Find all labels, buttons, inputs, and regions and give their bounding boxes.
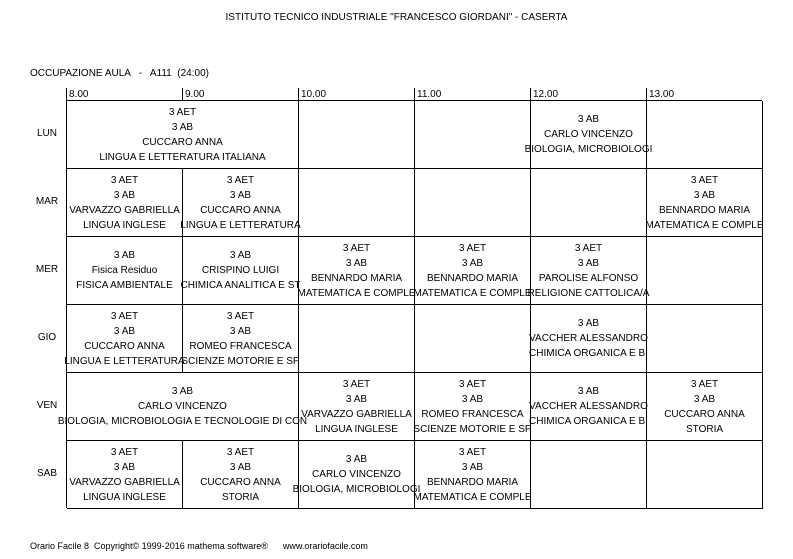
lesson-teacher: CUCCARO ANNA [84, 340, 165, 352]
lesson-teacher: Fisica Residuo [91, 265, 158, 276]
lesson-cell [524, 101, 653, 168]
lesson-class: 3 AET [168, 106, 197, 118]
lesson-teacher: CUCCARO ANNA [200, 476, 281, 488]
lesson-class: 3 AB [693, 393, 716, 405]
lesson-cell [415, 237, 530, 304]
lesson-cell [67, 101, 298, 168]
lesson-class: 3 AB [577, 318, 600, 329]
lesson-cell [531, 305, 646, 372]
timetable-grid [57, 100, 764, 508]
lesson-class: 3 AB [229, 325, 252, 337]
lesson-cell [180, 169, 301, 236]
lesson-class: 3 AB [113, 250, 136, 261]
lesson-cell [183, 441, 298, 508]
lesson-class: 3 AET [110, 446, 139, 458]
column-divider [762, 237, 763, 305]
lesson-subject: LINGUA E LETTERATURA [64, 355, 185, 367]
lesson-class: 3 AB [229, 461, 252, 473]
lesson-subject: MATEMATICA E COMPLE [413, 287, 532, 299]
lesson-class: 3 AET [690, 378, 719, 390]
lesson-class: 3 AB [577, 114, 600, 125]
lesson-subject: STORIA [221, 491, 260, 503]
hour-label: 12.00 [533, 89, 559, 100]
lesson-cell [647, 373, 762, 440]
lesson-subject: MATEMATICA E COMPLE [413, 491, 532, 503]
lesson-subject: LINGUA E LETTERATURA ITALIANA [99, 151, 266, 163]
day-label-mer: MER [35, 264, 59, 275]
lesson-subject: MATEMATICA E COMPLE [645, 219, 764, 231]
lesson-subject: BIOLOGIA, MICROBIOLOGIA E TECNOLOGIE DI CON [57, 416, 308, 427]
lesson-teacher: CARLO VINCENZO [312, 469, 401, 480]
lesson-cell [531, 373, 646, 440]
lesson-teacher: BENNARDO MARIA [658, 204, 751, 216]
lesson-subject: CHIMICA ANALITICA E ST [180, 280, 301, 291]
lesson-cell [299, 237, 414, 304]
lesson-cell [183, 305, 298, 372]
day-label-mar: MAR [35, 196, 59, 207]
lesson-class: 3 AB [345, 393, 368, 405]
column-divider [298, 101, 299, 169]
hour-tick [414, 88, 415, 100]
lesson-teacher: CARLO VINCENZO [544, 129, 633, 140]
lesson-subject: FISICA AMBIENTALE [76, 280, 173, 291]
hour-tick [530, 88, 531, 100]
column-divider [762, 441, 763, 509]
lesson-teacher: CUCCARO ANNA [664, 408, 745, 420]
lesson-teacher: VARVAZZO GABRIELLA [69, 476, 180, 488]
lesson-cell [57, 373, 308, 440]
lesson-class: 3 AB [229, 189, 252, 201]
lesson-cell [299, 373, 414, 440]
lesson-class: 3 AET [690, 174, 719, 186]
lesson-class: 3 AB [577, 257, 600, 269]
lesson-class: 3 AET [458, 378, 487, 390]
lesson-teacher: VACCHER ALESSANDRO [529, 401, 648, 412]
lesson-class: 3 AET [226, 174, 255, 186]
lesson-teacher: CUCCARO ANNA [200, 204, 281, 216]
lesson-class: 3 AET [110, 310, 139, 322]
lesson-class: 3 AB [171, 386, 194, 397]
lesson-cell [180, 237, 301, 304]
lesson-teacher: ROMEO FRANCESCA [189, 340, 292, 352]
lesson-cell [67, 237, 182, 304]
column-divider [762, 101, 763, 169]
column-divider [646, 101, 647, 169]
lesson-class: 3 AB [345, 257, 368, 269]
lesson-subject: LINGUA INGLESE [315, 423, 398, 435]
lesson-class: 3 AET [110, 174, 139, 186]
lesson-class: 3 AET [342, 378, 371, 390]
lesson-class: 3 AB [345, 454, 368, 465]
lesson-teacher: BENNARDO MARIA [310, 272, 403, 284]
lesson-subject: LINGUA INGLESE [83, 491, 166, 503]
lesson-subject: SCIENZE MOTORIE E SP [181, 355, 300, 367]
lesson-class: 3 AET [342, 242, 371, 254]
lesson-class: 3 AB [461, 257, 484, 269]
lesson-class: 3 AB [461, 461, 484, 473]
lesson-teacher: VARVAZZO GABRIELLA [69, 204, 180, 216]
lesson-subject: CHIMICA ORGANICA E BI [529, 348, 648, 359]
lesson-subject: BIOLOGIA, MICROBIOLOGI [292, 484, 421, 495]
lesson-teacher: PAROLISE ALFONSO [538, 272, 639, 284]
lesson-class: 3 AB [461, 393, 484, 405]
column-divider [414, 305, 415, 373]
lesson-teacher: CARLO VINCENZO [138, 401, 227, 412]
lesson-cell [415, 373, 530, 440]
hour-tick [66, 88, 67, 100]
lesson-teacher: BENNARDO MARIA [426, 272, 519, 284]
day-label-sab: SAB [36, 468, 57, 479]
lesson-teacher: VARVAZZO GABRIELLA [301, 408, 412, 420]
column-divider [530, 169, 531, 237]
lesson-subject: BIOLOGIA, MICROBIOLOGI [524, 144, 653, 155]
lesson-class: 3 AB [577, 386, 600, 397]
lesson-subject: STORIA [685, 423, 724, 435]
lesson-teacher: CRISPINO LUIGI [201, 265, 280, 276]
hour-tick [182, 88, 183, 100]
lesson-class: 3 AB [171, 121, 194, 133]
lesson-cell [64, 305, 185, 372]
lesson-class: 3 AET [574, 242, 603, 254]
hour-label: 13.00 [649, 89, 675, 100]
hour-tick [646, 88, 647, 100]
lesson-subject: LINGUA E LETTERATURA [180, 219, 301, 231]
column-divider [762, 373, 763, 441]
hour-label: 10.00 [301, 89, 327, 100]
row-divider [67, 508, 763, 509]
lesson-teacher: VACCHER ALESSANDRO [529, 333, 648, 344]
lesson-cell [292, 441, 421, 508]
lesson-class: 3 AET [226, 446, 255, 458]
lesson-subject: CHIMICA ORGANICA E BI [529, 416, 648, 427]
lesson-teacher: BENNARDO MARIA [426, 476, 519, 488]
footer-copyright: Orario Facile 8 Copyright© 1999-2016 mathema software® www.orariofacile.com [30, 541, 368, 551]
lesson-class: 3 AB [229, 250, 252, 261]
lesson-cell [67, 169, 182, 236]
column-divider [646, 441, 647, 509]
lesson-cell [67, 441, 182, 508]
hour-tick [298, 88, 299, 100]
lesson-cell [527, 237, 650, 304]
lesson-teacher: CUCCARO ANNA [142, 136, 223, 148]
hour-label: 9.00 [185, 89, 205, 100]
lesson-cell [647, 169, 762, 236]
day-label-ven: VEN [36, 400, 58, 411]
lesson-class: 3 AB [113, 461, 136, 473]
lesson-class: 3 AET [458, 242, 487, 254]
column-divider [414, 101, 415, 169]
hour-label: 8.00 [69, 89, 89, 100]
lesson-subject: RELIGIONE CATTOLICA/A [527, 287, 650, 299]
room-occupancy-title: OCCUPAZIONE AULA - A111 (24:00) [30, 68, 209, 79]
day-label-lun: LUN [36, 128, 57, 139]
lesson-class: 3 AB [113, 325, 136, 337]
lesson-teacher: ROMEO FRANCESCA [421, 408, 524, 420]
school-title: ISTITUTO TECNICO INDUSTRIALE "FRANCESCO GIORDANI" - CASERTA [225, 12, 568, 23]
column-divider [762, 305, 763, 373]
hour-label: 11.00 [417, 89, 442, 100]
lesson-cell [415, 441, 530, 508]
lesson-subject: MATEMATICA E COMPLE [297, 287, 416, 299]
column-divider [414, 169, 415, 237]
day-label-gio: GIO [37, 332, 57, 343]
lesson-class: 3 AET [458, 446, 487, 458]
lesson-class: 3 AB [693, 189, 716, 201]
lesson-class: 3 AB [113, 189, 136, 201]
lesson-subject: LINGUA INGLESE [83, 219, 166, 231]
lesson-class: 3 AET [226, 310, 255, 322]
lesson-subject: SCIENZE MOTORIE E SP [413, 423, 532, 435]
